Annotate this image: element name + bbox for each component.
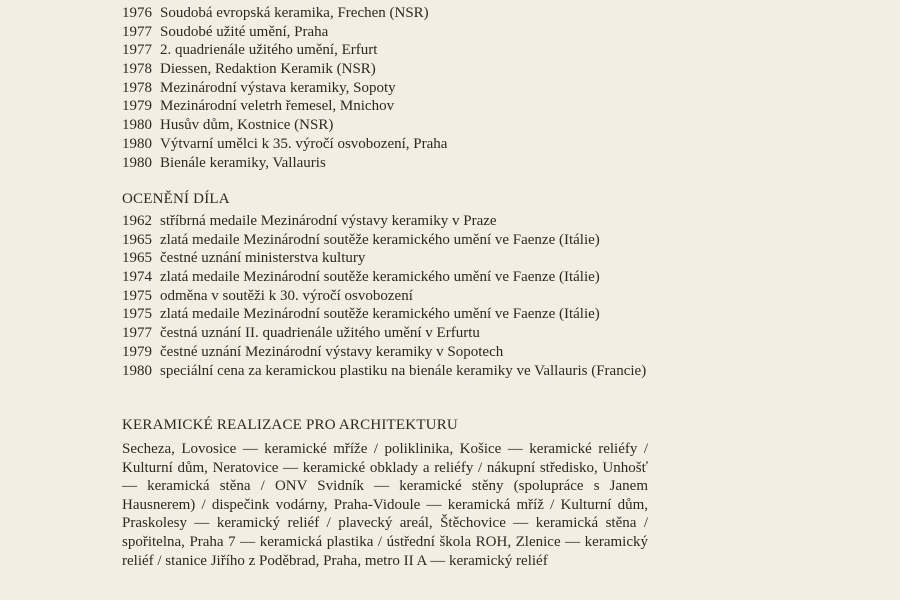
exhibition-entry (122, 41, 662, 60)
award-entry (122, 287, 662, 306)
entry-year: 1965 (122, 250, 152, 267)
entry-text: Soudobá evropská keramika, Frechen (NSR) (160, 5, 429, 21)
entry-text: čestné uznání ministerstva kultury (160, 250, 366, 267)
award-entry (122, 268, 662, 287)
entry-year: 1980 (122, 362, 152, 379)
exhibition-entry (122, 4, 662, 23)
entry-text: zlatá medaile Mezinárodní soutěže keramického umění ve Faenze (Itálie) (160, 269, 600, 286)
entry-text: Husův dům, Kostnice (NSR) (160, 117, 334, 134)
architecture-paragraph: Secheza, Lovosice — keramické mříže / poliklinika, Košice — keramické reliéfy / Kulturní dům, Neratovice — keramické obklady a reliéfy / nákupní středisko, Unhošť — keramická stěna / ONV Svidník — keramické stěny (spolupráce s Janem Hausnerem) / dispečink vodárny, Praha-Vidoule — keramická mříž / Kulturní dům, Praskolesy — keramický reliéf / plavecký areál, Štěchovice — keramická stěna / spořitelna, Praha 7 — keramická plastika / ústřední škola ROH, Zlenice — keramický reliéf / stanice Jiřího z Poděbrad, Praha, metro II A — keramický reliéf (122, 441, 648, 569)
exhibition-entry (122, 23, 662, 42)
entry-year: 1980 (122, 117, 152, 134)
exhibition-entry (122, 116, 662, 135)
entry-year: 1980 (122, 135, 152, 152)
award-entry (122, 305, 662, 324)
entry-text: Bienále keramiky, Vallauris (160, 154, 326, 171)
entry-year: 1978 (122, 61, 152, 78)
entry-text: čestné uznání Mezinárodní výstavy keramiky v Sopotech (160, 343, 504, 360)
entry-text: Mezinárodní veletrh řemesel, Mnichov (160, 98, 395, 115)
award-entry (122, 249, 662, 268)
entry-year: 1977 (122, 42, 152, 59)
entry-text: stříbrná medaile Mezinárodní výstavy keramiky v Praze (160, 213, 497, 229)
entry-text: speciální cena za keramickou plastiku na bienále keramiky ve Vallauris (Francie) (160, 362, 647, 379)
entry-year: 1979 (122, 98, 152, 115)
entry-text: Soudobé užité umění, Praha (160, 23, 329, 40)
exhibition-entry (122, 135, 662, 154)
entry-text: čestná uznání II. quadrienále užitého umění v Erfurtu (160, 325, 480, 342)
entry-text: zlatá medaile Mezinárodní soutěže keramického umění ve Faenze (Itálie) (160, 231, 600, 248)
awards-heading: OCENĚNÍ DÍLA (122, 191, 230, 207)
entry-text: Diessen, Redaktion Keramik (NSR) (160, 61, 376, 78)
entry-text: odměna v soutěži k 30. výročí osvobození (160, 287, 413, 304)
exhibitions-list (122, 4, 662, 172)
entry-year: 1978 (122, 79, 152, 96)
award-entry (122, 231, 662, 250)
entry-year: 1962 (122, 213, 152, 229)
award-entry (122, 324, 662, 343)
exhibition-entry (122, 154, 662, 173)
entry-year: 1975 (122, 306, 152, 323)
entry-text: 2. quadrienále užitého umění, Erfurt (160, 42, 378, 59)
entry-year: 1977 (122, 23, 152, 40)
award-entry (122, 343, 662, 362)
entry-text: Mezinárodní výstava keramiky, Sopoty (160, 79, 396, 96)
award-entry (122, 212, 662, 231)
entry-year: 1975 (122, 287, 152, 304)
exhibition-entry (122, 60, 662, 79)
award-entry (122, 362, 662, 400)
entry-year: 1976 (122, 5, 152, 21)
awards-list (122, 212, 662, 400)
entry-year: 1974 (122, 269, 152, 286)
exhibition-entry (122, 79, 662, 98)
entry-text: Výtvarní umělci k 35. výročí osvobození, Praha (160, 135, 448, 152)
entry-year: 1977 (122, 325, 152, 342)
entry-year: 1979 (122, 343, 152, 360)
exhibition-entry (122, 97, 662, 116)
architecture-heading: KERAMICKÉ REALIZACE PRO ARCHITEKTURU (122, 417, 458, 433)
entry-year: 1965 (122, 231, 152, 248)
entry-year: 1980 (122, 154, 152, 171)
entry-text: zlatá medaile Mezinárodní soutěže keramického umění ve Faenze (Itálie) (160, 306, 600, 323)
